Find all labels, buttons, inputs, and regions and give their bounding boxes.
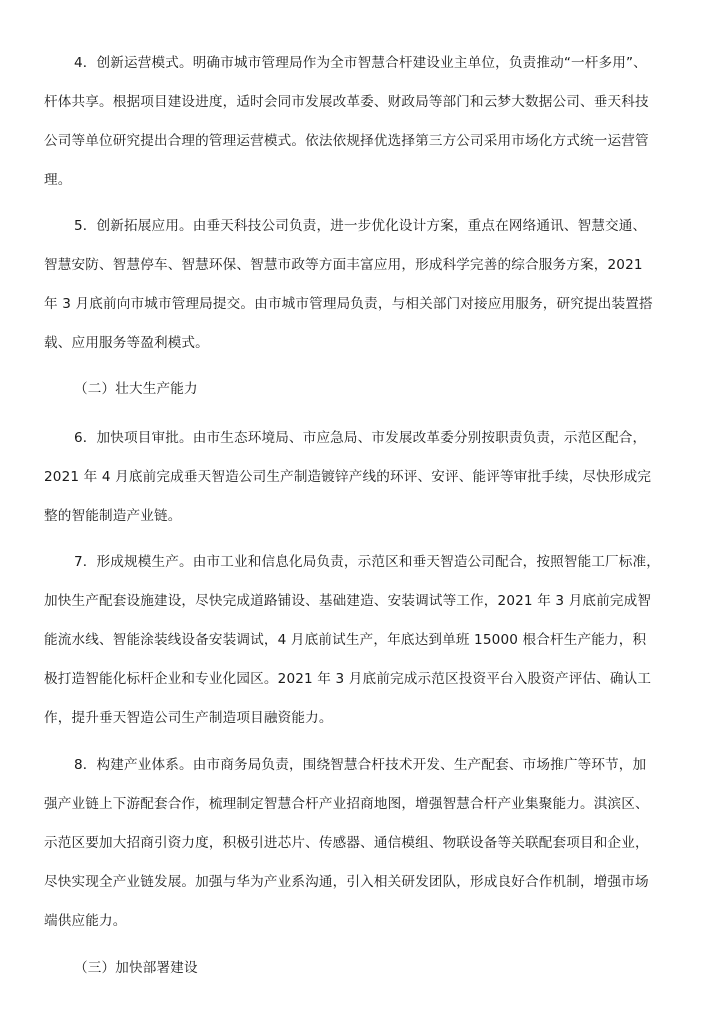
paragraph-line: 极打造智能化标杆企业和专业化园区。2021 年 3 月底前完成示范区投资平台入股资产评估、确认工 bbox=[44, 671, 652, 687]
paragraph-line: 载、应用服务等盈利模式。 bbox=[44, 335, 209, 351]
paragraph-line: 理。 bbox=[44, 172, 72, 188]
paragraph-line: 智慧安防、智慧停车、智慧环保、智慧市政等方面丰富应用，形成科学完善的综合服务方案，2021 bbox=[44, 257, 643, 273]
paragraph-line: 尽快实现全产业链发展。加强与华为产业系沟通，引入相关研发团队，形成良好合作机制，增强市场 bbox=[44, 874, 649, 890]
paragraph-line: 5．创新拓展应用。由垂天科技公司负责，进一步优化设计方案，重点在网络通讯、智慧交通、 bbox=[74, 218, 647, 234]
paragraph-line: 杆体共享。根据项目建设进度，适时会同市发展改革委、财政局等部门和云梦大数据公司、垂天科技 bbox=[44, 94, 649, 110]
paragraph-line: 公司等单位研究提出合理的管理运营模式。依法依规择优选择第三方公司采用市场化方式统一运营管 bbox=[44, 133, 649, 149]
paragraph-line: 8．构建产业体系。由市商务局负责，围绕智慧合杆技术开发、生产配套、市场推广等环节，加 bbox=[74, 757, 647, 773]
paragraph-line: 能流水线、智能涂装线设备安装调试，4 月底前试生产，年底达到单班 15000 根合杆生产能力，积 bbox=[44, 632, 647, 648]
paragraph-line: 作，提升垂天智造公司生产制造项目融资能力。 bbox=[44, 710, 333, 726]
paragraph-line: 年 3 月底前向市城市管理局提交。由市城市管理局负责，与相关部门对接应用服务，研究提出装置搭 bbox=[44, 296, 653, 312]
paragraph-line: 端供应能力。 bbox=[44, 913, 127, 929]
paragraph-line: 整的智能制造产业链。 bbox=[44, 508, 182, 524]
section-heading-3: （三）加快部署建设 bbox=[74, 960, 198, 976]
paragraph-line: 6．加快项目审批。由市生态环境局、市应急局、市发展改革委分别按职责负责，示范区配合， bbox=[74, 430, 647, 446]
paragraph-line: 7．形成规模生产。由市工业和信息化局负责，示范区和垂天智造公司配合，按照智能工厂标准， bbox=[74, 554, 661, 570]
paragraph-line: 2021 年 4 月底前完成垂天智造公司生产制造镀锌产线的环评、安评、能评等审批手续，尽快形成完 bbox=[44, 469, 652, 485]
paragraph-line: 示范区要加大招商引资力度，积极引进芯片、传感器、通信模组、物联设备等关联配套项目和企业， bbox=[44, 835, 649, 851]
paragraph-line: 加快生产配套设施建设，尽快完成道路铺设、基础建造、安装调试等工作，2021 年 3 月底前完成智 bbox=[44, 593, 652, 609]
paragraph-line: 4．创新运营模式。明确市城市管理局作为全市智慧合杆建设业主单位，负责推动“一杆多用”、 bbox=[74, 55, 647, 71]
paragraph-line: 强产业链上下游配套合作，梳理制定智慧合杆产业招商地图，增强智慧合杆产业集聚能力。淇滨区、 bbox=[44, 796, 649, 812]
section-heading-2: （二）壮大生产能力 bbox=[74, 381, 198, 397]
